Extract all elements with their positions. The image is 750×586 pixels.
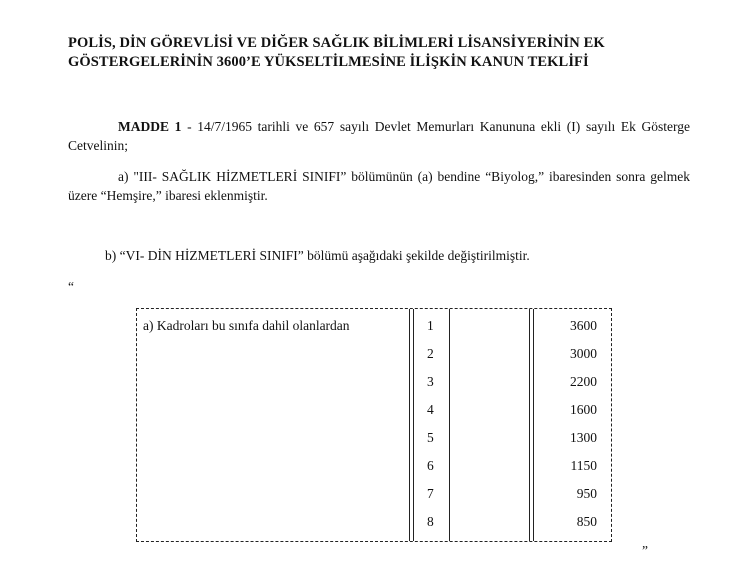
article-1-paragraph: [68, 117, 690, 155]
table-value-cell: 3600: [570, 318, 597, 333]
table-value-cell: 2200: [570, 374, 597, 389]
table-divider: [409, 309, 414, 541]
table-value-cell: 950: [576, 486, 597, 501]
table-value-cell: 1600: [570, 402, 597, 417]
article-item-b: b) “VI- DİN HİZMETLERİ SINIFI” bölümü aşağıdaki şekilde değiştirilmiştir.: [105, 248, 530, 263]
table-divider: [529, 309, 534, 541]
table-degree-cell: 8: [427, 514, 434, 529]
table-degree-cell: 2: [427, 346, 434, 361]
table-degree-cell: 6: [427, 458, 434, 473]
table-degree-cell: 3: [427, 374, 434, 389]
table-degree-cell: 5: [427, 430, 434, 445]
article-heading: MADDE 1: [118, 119, 182, 134]
table-degree-cell: 7: [427, 486, 434, 501]
closing-quote: ”: [642, 543, 648, 558]
table-value-cell: 850: [576, 514, 597, 529]
table-value-cell: 3000: [570, 346, 597, 361]
document-title: POLİS, DİN GÖREVLİSİ VE DİĞER SAĞLIK BİLİMLERİ LİSANSİYERİNİN EK GÖSTERGELERİNİN 3600’E YÜKSELTİLMESİNE İLİŞKİN KANUN TEKLİFİ: [68, 35, 605, 70]
opening-quote: “: [68, 279, 74, 294]
article-intro: - 14/7/1965 tarihli ve 657 sayılı Devlet Memurları Kanununa ekli (I) sayılı Ek Gösterge Cetvelinin;: [68, 119, 690, 153]
table-value-cell: 1300: [570, 430, 597, 445]
table-row-label: a) Kadroları bu sınıfa dahil olanlardan: [143, 318, 350, 333]
article-item-a: a) "III- SAĞLIK HİZMETLERİ SINIFI” bölümünün (a) bendine “Biyolog,” ibaresinden sonra gelmek üzere “Hemşire,” ibaresi eklenmiştir.: [68, 169, 690, 203]
table-degree-cell: 4: [427, 402, 434, 417]
table-divider: [449, 309, 450, 541]
indicator-table: [136, 308, 612, 542]
table-value-cell: 1150: [570, 458, 597, 473]
table-degree-cell: 1: [427, 318, 434, 333]
